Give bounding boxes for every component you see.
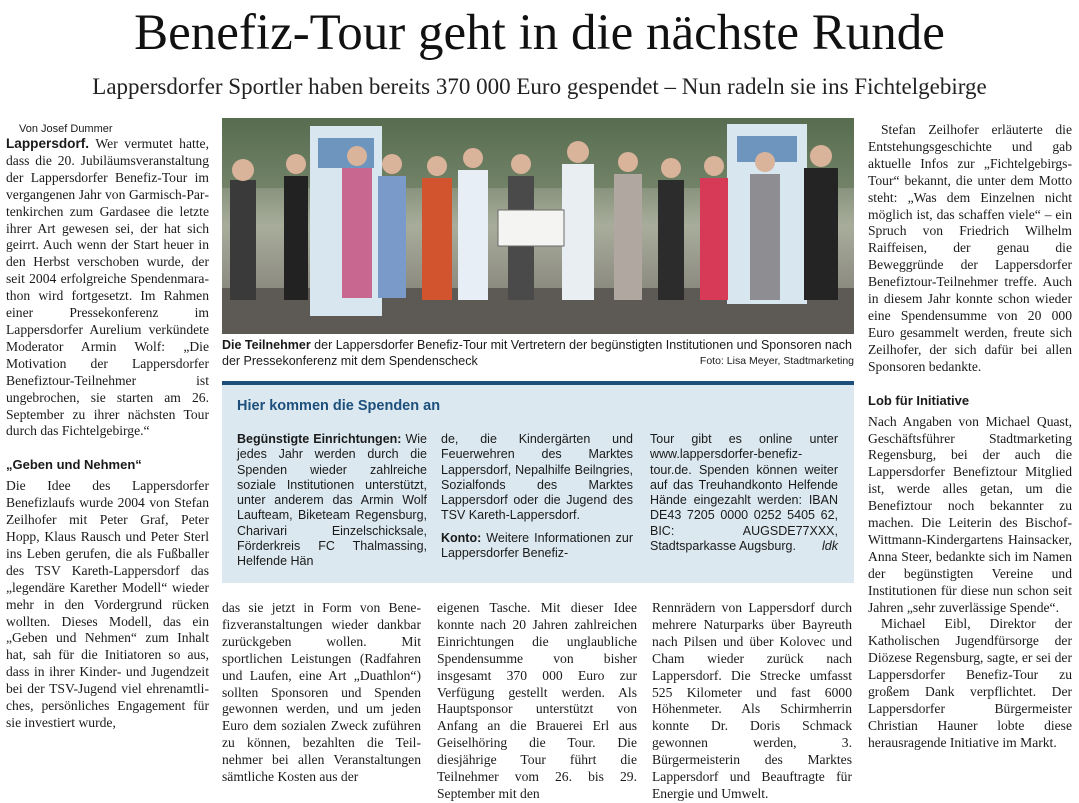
col5-paragraph-2: Nach Angaben von Michael Quast, Geschäftsführer Stadtmarketing Regensburg, bei der auch die Lappersdorfer Benefiztour Mitglied ist, werde alles getan, um die Benefiztour noch bekannter zu machen. Die Leiterin des Bischof-Wittmann-Kindergartens Hainsacker, Anna Steer, bedankte sich im Namen der begünstigten Vereine und Institutionen für diese nun schon seit Jahren „sehr zuverlässige Spende“. — [868, 413, 1072, 615]
col1-text-1: Wer vermutet hatte, dass die 20. Jubiläumsveranstaltung der Lappersdorfer Benefiz-Tour im vergangenen Jahr von Garmisch-Partenkirchen zum Gardasee die letzte ihrer Art gewesen sei, der hat sich geirrt. Auch wenn der Start heuer in den Herbst verschoben wurde, der seit 2004 erfolgreiche Spendenmarathon wird fortgesetzt. Im Rahmen einer Pressekonferenz im Lappersdorfer Aurelium verkündete Moderator Armin Wolf: „Die Motivation der Lappersdorfer Benefiztour-Teilnehmer ist ungebrochen, sie starten am 26. September zu ihrer nächsten Tour durch das Fichtelgebirge.“ — [6, 136, 209, 439]
box-text-1: Wie jedes Jahr werden durch die Spenden wieder zahlreiche soziale Institutionen unterstützt, unter anderem das Armin Wolf Laufteam, Biketeam Regensburg, Charivari Einzelschicksale, Förderkreis FC Thalmassing, Helfende Hän — [237, 432, 428, 569]
col3-paragraph: eigenen Tasche. Mit dieser Idee konnte nach 20 Jahren zahlreichen Einrichtungen die unglaubliche Spendensumme von bisher insgesamt 370 000 Euro zur Verfügung gestellt werden. Als Hauptsponsor unterstützt von Anfang an die Brauerei Erl aus Geiselhöring die Tour. Die diesjährige Tour führt die Teilnehmer vom 26. bis 29. September mit den — [437, 600, 637, 801]
box-title: Hier kommen die Spenden an — [237, 398, 441, 414]
col1-paragraph-1 — [6, 136, 209, 440]
col1-paragraph-2: Die Idee des Lappersdorfer Benefizlaufs wurde 2004 von Stefan Zeilhofer mit Peter Graf, Peter Hopp, Klaus Rausch und Peter Sterl ins Leben gerufen, die als Fußballer des TSV Kareth-Lappersdorf das „legendäre Karether Modell“ wieder mehr in den Vordergrund rücken wollten. Dieses Modell, das ein „Geben und Nehmen“ zum Inhalt hat, sah für die Initiatoren so aus, dass in ihrer Kinder- und Jugendzeit bei der TSV-Jugend viel ehrenamtliches, persönliches Engagement für sie investiert wurde, — [6, 478, 209, 730]
column-1 — [6, 122, 209, 732]
box-signature: ldk — [822, 539, 838, 554]
box-lead-beneficiaries: Begünstigte Einrichtungen: — [237, 432, 402, 446]
box-lead-account: Konto: — [441, 530, 482, 545]
column-5 — [868, 122, 1072, 752]
photo-caption — [222, 337, 854, 369]
col5-paragraph-3: Michael Eibl, Direktor der Katholischen Jugendfürsorge der Diözese Regensburg, sagte, er sei der Lappersdorfer Benefiz-Tour zu großem Dank verpflichtet. Der Lappersdorfer Bürgermeister Christian Hauner lobte diese herausragende Initiative im Markt. — [868, 616, 1072, 750]
column-2 — [222, 600, 421, 786]
box-text-2: de, die Kindergärten und Feuerwehren des Marktes Lappersdorf, Nepalhilfe Beilngries, Sozialfonds des Marktes Lappersdorf oder die Jugend des TSV Kareth-Lappersdorf. — [441, 432, 633, 523]
article-headline: Benefiz-Tour geht in die nächste Runde — [134, 5, 945, 61]
column-4 — [652, 600, 852, 803]
col5-subtitle: Lob für Initiative — [868, 392, 970, 408]
photo-credit: Foto: Lisa Meyer, Stadtmarketing — [699, 355, 854, 367]
article-photo — [222, 118, 854, 334]
photo-illustration — [222, 118, 854, 334]
box-column-1 — [237, 432, 427, 570]
col1-subtitle: „Geben und Nehmen“ — [6, 457, 142, 473]
caption-lead: Die Teilnehmer — [222, 338, 311, 352]
box-text-3: Tour gibt es online unter www.lappersdorfer-benefiztour.de. Spenden können weiter auf das Treuhandkonto Helfende Hände eingezahlt werden: IBAN DE43 7205 0000 0252 5405 62, BIC: AUGSDE77XXX, Stadtsparkasse Augsburg. — [650, 432, 838, 554]
box-column-3 — [650, 432, 838, 555]
box-text-2b: Weitere Informationen zur Lappersdorfer Benefiz- — [441, 530, 633, 561]
col4-paragraph: Rennrädern von Lappersdorf durch mehrere Naturparks über Bayreuth nach Pilsen und über Kolovec und Cham wieder zurück nach Lappersdorf. Die Strecke umfasst 525 Kilometer und fast 6000 Höhenmeter. Als Schirmherrin konnte Dr. Doris Schmack gewonnen werden, 3. Bürgermeisterin des Marktes Lappersdorf und Beauftragte für Energie und Umwelt. — [652, 600, 852, 801]
byline: Von Josef Dummer — [19, 123, 113, 135]
dateline: Lappersdorf. — [6, 136, 90, 151]
col2-paragraph: das sie jetzt in Form von Benefizveranstaltungen wieder dankbar zurückgeben wollen. Mit sportlichen Leistungen (Radfahren und Laufen, eine Art „Duathlon“) sollten Sponsoren und Spenden gewonnen werden, und um jeden Euro dem sozialen Zweck zuführen zu können, bezahlten die Teilnehmer bei allen Veranstaltungen sämtliche Kosten aus der — [222, 600, 421, 785]
article-subheadline: Lappersdorfer Sportler haben bereits 370 000 Euro gespendet – Nun radeln sie ins Fichtelgebirge — [92, 74, 987, 99]
box-column-2 — [441, 432, 633, 561]
column-3 — [437, 600, 637, 803]
caption-text: der Lappersdorfer Benefiz-Tour mit Vertretern der begünstigten Institutionen und Sponsoren nach der Pressekonferenz mit dem Spendenscheck — [222, 338, 852, 368]
col5-paragraph-1: Stefan Zeilhofer erläuterte die Entstehungsgeschichte und gab aktuelle Infos zur „Fichtelgebirgs-Tour“ bekannt, die unter dem Motto steht: „Was dem Einzelnen nicht möglich ist, das schaffen viele“ – ein Spruch von Friedrich Wilhelm Raiffeisen, der genau die Beweggründe der Lappersdorfer Benefiztour-Teilnehmer treffe. Auch in diesem Jahr konnte schon wieder eine Spendensumme von 20 000 Euro gesammelt werden, freute sich Zeilhofer, der sich dafür bei allen Sponsoren bedankte. — [868, 122, 1072, 374]
